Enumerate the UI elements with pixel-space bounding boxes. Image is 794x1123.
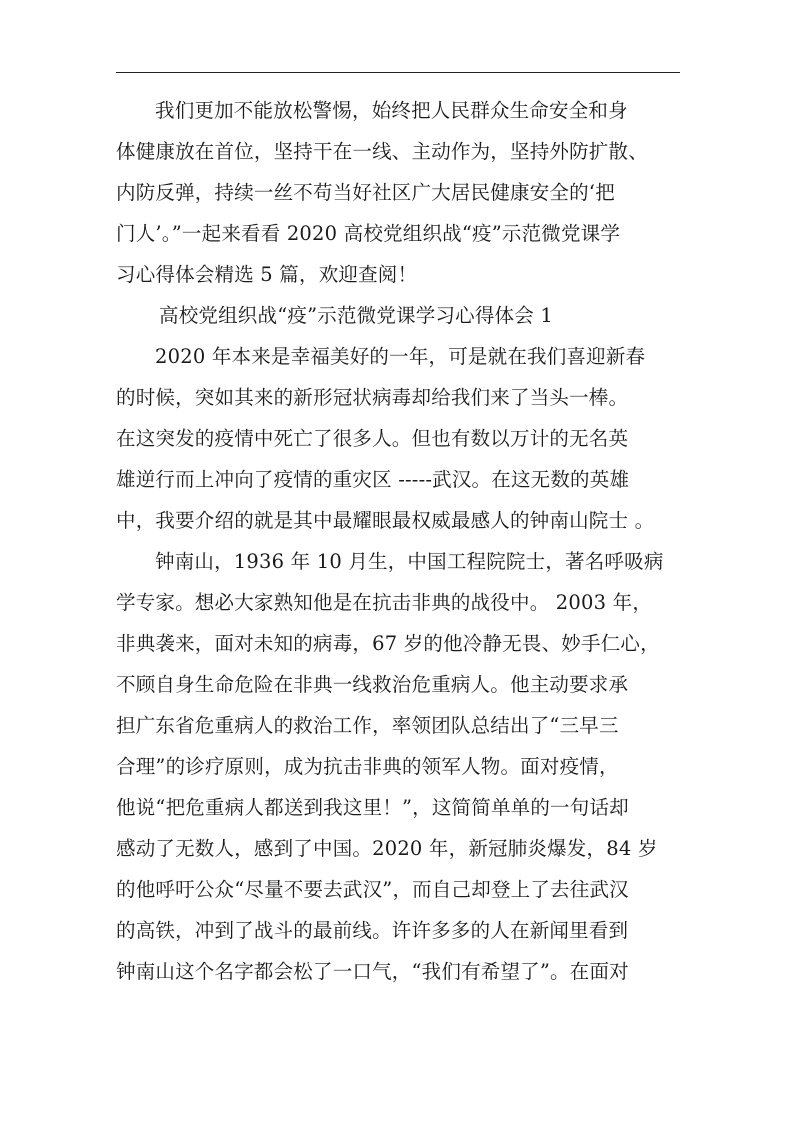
document-body (116, 90, 682, 992)
text-line: 我们更加不能放松警惕，始终把人民群众生命安全和身 (155, 99, 628, 122)
text-line: 非典袭来，面对未知的病毒，67 岁的他冷静无畏、妙手仁心， (116, 632, 660, 655)
text-line: 钟南山这个名字都会松了一口气，“我们有希望了”。在面对 (116, 960, 629, 983)
text-line: 中，我要介绍的就是其中最耀眼最权威最感人的钟南山院士 。 (116, 509, 655, 532)
text-line: 不顾自身生命危险在非典一线救治危重病人。他主动要求承 (116, 673, 629, 696)
paragraph-intro (116, 90, 682, 295)
text-line: 体健康放在首位，坚持干在一线、主动作为，坚持外防扩散、 (116, 140, 648, 163)
text-line: 他说“把危重病人都送到我这里！”，这简简单单的一句话却 (116, 796, 629, 819)
text-line: 内防反弹，持续一丝不苟当好社区广大居民健康安全的‘把 (116, 181, 615, 204)
paragraph-zhong-nanshan (116, 541, 682, 992)
text-line: 门人’。”一起来看看 2020 高校党组织战“疫”示范微党课学 (116, 222, 621, 245)
text-line: 习心得体会精选 5 篇，欢迎查阅！ (116, 263, 418, 286)
text-line: 的高铁，冲到了战斗的最前线。许许多多的人在新闻里看到 (116, 919, 629, 942)
section-title-text: 高校党组织战“疫”示范微党课学习心得体会 1 (159, 304, 553, 327)
text-line: 学专家。想必大家熟知他是在抗击非典的战役中。 2003 年， (116, 591, 653, 614)
header-rule (116, 72, 680, 73)
text-line: 感动了无数人，感到了中国。2020 年，新冠肺炎爆发，84 岁 (116, 837, 658, 860)
text-line: 在这突发的疫情中死亡了很多人。但也有数以万计的无名英 (116, 427, 629, 450)
text-line: 的时候，突如其来的新形冠状病毒却给我们来了当头一棒。 (116, 386, 629, 409)
text-line: 合理”的诊疗原则，成为抗击非典的领军人物。面对疫情， (116, 755, 619, 778)
paragraph-2020 (116, 336, 682, 541)
text-line: 的他呼吁公众“尽量不要去武汉”，而自己却登上了去往武汉 (116, 878, 629, 901)
text-line: 担广东省危重病人的救治工作，率领团队总结出了“三早三 (116, 714, 619, 737)
text-line: 钟南山，1936 年 10 月生，中国工程院院士，著名呼吸病 (155, 550, 664, 573)
text-line: 2020 年本来是幸福美好的一年，可是就在我们喜迎新春 (155, 345, 646, 368)
text-line: 雄逆行而上冲向了疫情的重灾区 -----武汉。在这无数的英雄 (116, 468, 630, 491)
section-title (116, 295, 682, 336)
